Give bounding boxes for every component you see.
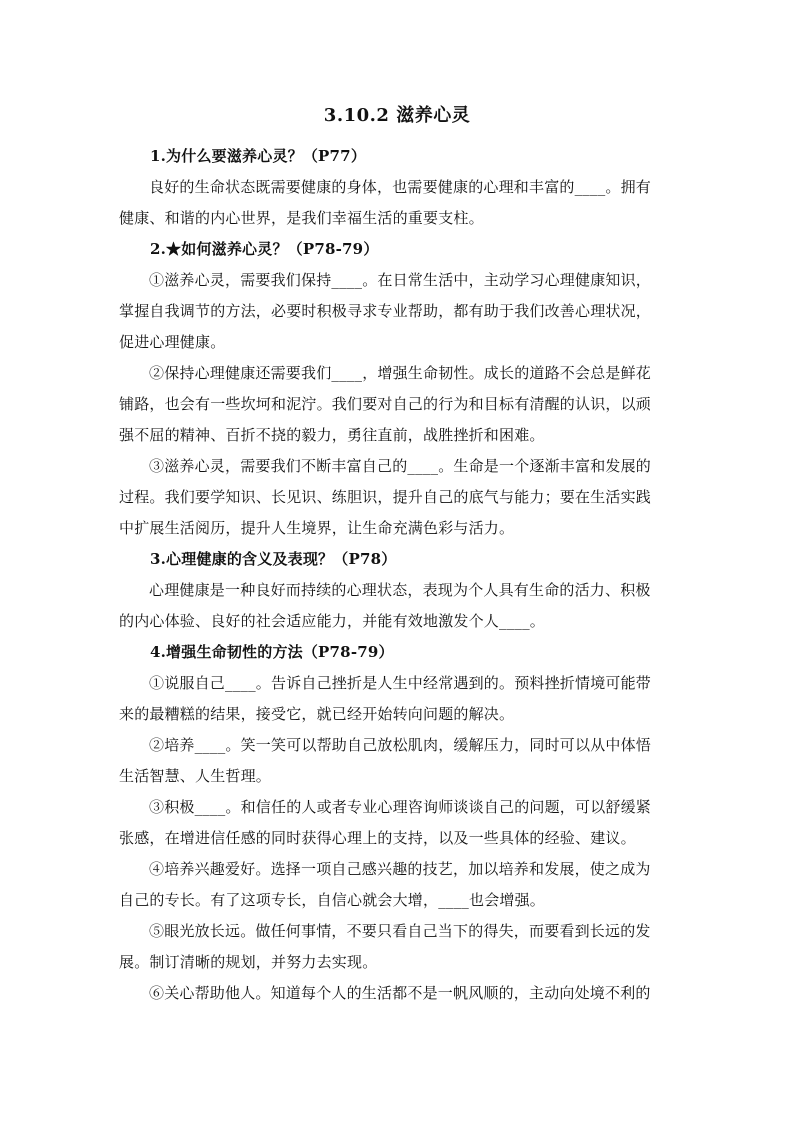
section-heading-2: 2.★如何滋养心灵？（P78-79） [150, 240, 379, 258]
paragraph-line: 的内心体验、良好的社会适应能力，并能有效地激发个人____。 [119, 612, 546, 630]
page-title: 3.10.2 滋养心灵 [323, 105, 471, 126]
section-heading-3: 3.心理健康的含义及表现？（P78） [150, 550, 397, 568]
document-body [119, 141, 679, 1009]
paragraph-line: 健康、和谐的内心世界，是我们幸福生活的重要支柱。 [119, 209, 484, 227]
paragraph-line: 强不屈的精神、百折不挠的毅力，勇往直前，战胜挫折和困难。 [119, 426, 545, 444]
paragraph-line: 促进心理健康。 [119, 333, 226, 351]
paragraph-line: 过程。我们要学知识、长见识、练胆识，提升自己的底气与能力；要在生活实践 [119, 488, 652, 506]
paragraph-line: 良好的生命状态既需要健康的身体，也需要健康的心理和丰富的____。拥有 [149, 178, 652, 196]
paragraph-line: 自己的专长。有了这项专长，自信心就会大增，____也会增强。 [119, 891, 546, 909]
section-heading-4: 4.增强生命韧性的方法（P78-79） [150, 643, 394, 661]
paragraph-line: 张感，在增进信任感的同时获得心理上的支持，以及一些具体的经验、建议。 [119, 829, 636, 847]
paragraph-line: 掌握自我调节的方法，必要时积极寻求专业帮助，都有助于我们改善心理状况， [119, 302, 652, 320]
paragraph-line: 铺路，也会有一些坎坷和泥泞。我们要对自己的行为和目标有清醒的认识，以顽 [119, 395, 652, 413]
section-heading-1: 1.为什么要滋养心灵？（P77） [150, 147, 367, 165]
paragraph-line: ②保持心理健康还需要我们____，增强生命韧性。成长的道路不会总是鲜花 [149, 364, 652, 382]
paragraph-line: 心理健康是一种良好而持续的心理状态，表现为个人具有生命的活力、积极 [149, 581, 651, 599]
paragraph-line: ④培养兴趣爱好。选择一项自己感兴趣的技艺，加以培养和发展，使之成为 [149, 860, 651, 878]
paragraph-line: 展。制订清晰的规划，并努力去实现。 [119, 953, 378, 971]
paragraph-line: ③积极____。和信任的人或者专业心理咨询师谈谈自己的问题，可以舒缓紧 [149, 798, 652, 816]
paragraph-line: 来的最糟糕的结果，接受它，就已经开始转向问题的解决。 [119, 705, 515, 723]
paragraph-line: ①说服自己____。告诉自己挫折是人生中经常遇到的。预料挫折情境可能带 [149, 674, 652, 692]
paragraph-line: 生活智慧、人生哲理。 [119, 767, 272, 785]
paragraph-line: ⑤眼光放长远。做任何事情，不要只看自己当下的得失，而要看到长远的发 [149, 922, 651, 940]
paragraph-line: ①滋养心灵，需要我们保持____。在日常生活中，主动学习心理健康知识， [149, 271, 652, 289]
paragraph-line: 中扩展生活阅历，提升人生境界，让生命充满色彩与活力。 [119, 519, 515, 537]
paragraph-line: ⑥关心帮助他人。知道每个人的生活都不是一帆风顺的，主动向处境不利的 [149, 984, 651, 1002]
paragraph-line: ③滋养心灵，需要我们不断丰富自己的____。生命是一个逐渐丰富和发展的 [149, 457, 652, 475]
paragraph-line: ②培养____。笑一笑可以帮助自己放松肌肉，缓解压力，同时可以从中体悟 [149, 736, 652, 754]
